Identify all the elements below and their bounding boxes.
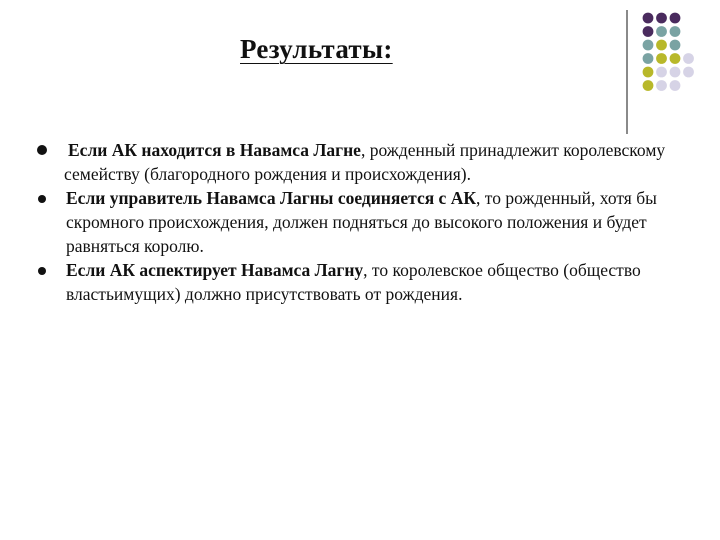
decorative-dot [643,40,654,51]
bullet-item [38,258,678,306]
bullet-list [38,138,678,306]
decorative-dot [670,13,681,24]
bullet-bold-text: Если АК аспектирует Навамса Лагну [66,260,364,280]
decorative-dot [656,40,667,51]
decorative-dot [643,13,654,24]
decorative-dot [670,26,681,37]
slide-title: Результаты: [240,34,393,64]
decorative-dot [656,26,667,37]
bullet-icon [38,267,46,275]
decorative-dot [656,67,667,78]
decorative-dot [656,80,667,91]
decorative-dot [643,80,654,91]
decorative-dot [670,80,681,91]
bullet-text: , то королевское общество (общество властьимущих) должно присутствовать от рождения. [66,260,641,304]
bullet-icon [38,195,46,203]
decorative-dot [670,67,681,78]
decorative-dot [643,67,654,78]
decorative-dot [683,53,694,64]
bullet-icon [37,145,47,155]
decorative-dot [656,53,667,64]
bullet-item [38,186,678,258]
decorative-dot [656,13,667,24]
decorative-dot [670,53,681,64]
decorative-dot-grid [624,8,714,138]
decorative-dot [643,26,654,37]
bullet-item [38,138,678,186]
decorative-dot [643,53,654,64]
bullet-bold-text: Если АК находится в Навамса Лагне [68,140,361,160]
bullet-text: , то рожденный, хотя бы скромного происхождения, должен подняться до высокого положения и будет равняться королю. [66,188,657,256]
decorative-dot [670,40,681,51]
bullet-bold-text: Если управитель Навамса Лагны соединяется с АК [66,188,477,208]
bullet-text: , рожденный принадлежит королевскому семейству (благородного рождения и происхождения). [64,140,666,184]
decorative-dot [683,67,694,78]
